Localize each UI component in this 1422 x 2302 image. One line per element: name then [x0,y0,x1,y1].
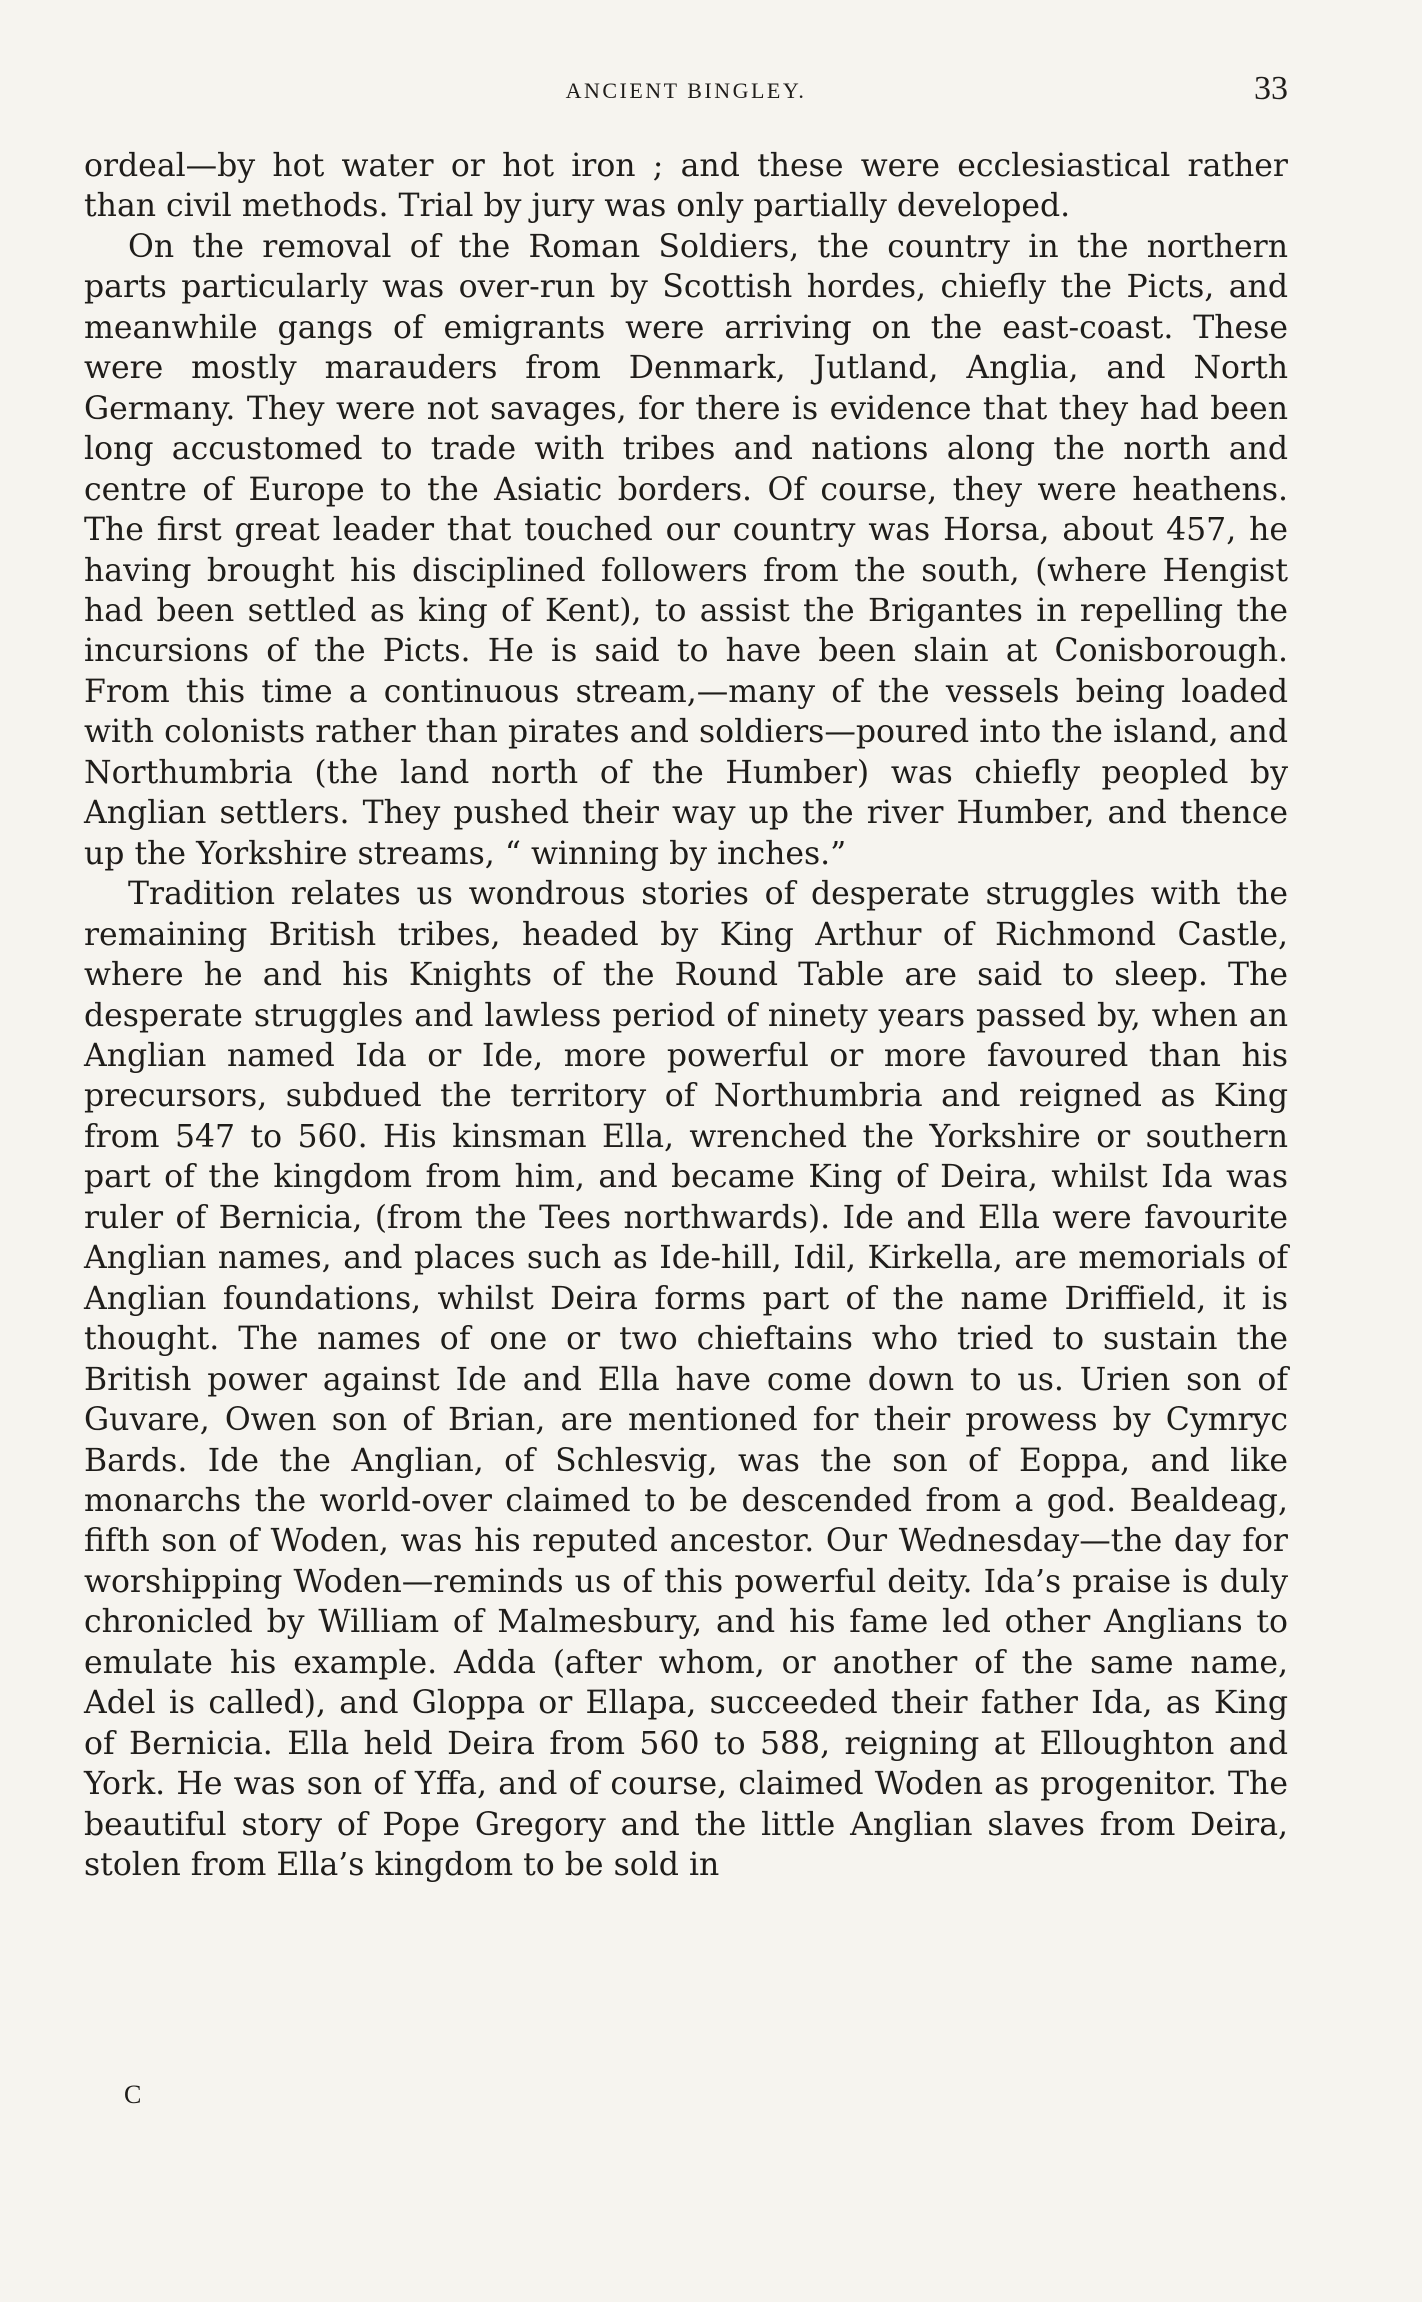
page-number: 33 [1254,70,1288,107]
paragraph-tradition: Tradition relates us wondrous stories of desperate struggles with the remaining British tribes, headed by King Arthur of Richmond Castle, where he and his Knights of the Round Table are said to sleep. The desperate struggles and lawless period of ninety years passed by, when an Anglian named Ida or Ide, more powerful or more favoured than his precursors, subdued the territory of Northumbria and reigned as King from 547 to 560. His kinsman Ella, wrenched the Yorkshire or southern part of the kingdom from him, and became King of Deira, whilst Ida was ruler of Bernicia, (from the Tees northwards). Ide and Ella were favourite Anglian names, and places such as Ide-hill, Idil, Kirkella, are memorials of Anglian foundations, whilst Deira forms part of the name Driffield, it is thought. The names of one or two chieftains who tried to sustain the British power against Ide and Ella have come down to us. Urien son of Guvare, Owen son of Brian, are mentioned for their prowess by Cymryc Bards. Ide the Anglian, of Schlesvig, was the son of Eoppa, and like monarchs the world-over claimed to be descended from a god. Bealdeag, fifth son of Woden, was his reputed ancestor. Our Wednesday—the day for worshipping Woden—reminds us of this powerful deity. Ida’s praise is duly chronicled by William of Malmesbury, and his fame led other Anglians to emulate his example. Adda (after whom, or another of the same name, Adel is called), and Gloppa or Ellapa, succeeded their father Ida, as King of Bernicia. Ella held Deira from 560 to 588, reigning at Elloughton and York. He was son of Yffa, and of course, claimed Woden as progenitor. The beautiful story of Pope Gregory and the little Anglian slaves from Deira, stolen from Ella’s kingdom to be sold in [84,876,1288,1884]
body-text [84,146,1288,1885]
paragraph-roman-withdrawal: On the removal of the Roman Soldiers, the country in the northern parts particularly was over-run by Scottish hordes, chiefly the Picts, and meanwhile gangs of emigrants were arriving on the east-coast. These were mostly marauders from Denmark, Jutland, Anglia, and North Germany. They were not savages, for there is evidence that they had been long accustomed to trade with tribes and nations along the north and centre of Europe to the Asiatic borders. Of course, they were heathens. The first great leader that touched our country was Horsa, about 457, he having brought his disciplined followers from the south, (where Hengist had been settled as king of Kent), to assist the Brigantes in repelling the incursions of the Picts. He is said to have been slain at Conisborough. From this time a continuous stream,—many of the vessels being loaded with colonists rather than pirates and soldiers—poured into the island, and Northumbria (the land north of the Humber) was chiefly peopled by Anglian settlers. They pushed their way up the river Humber, and thence up the Yorkshire streams, “ winning by inches.” [84,228,1288,872]
running-head [84,72,1288,112]
signature-mark: C [124,2080,142,2109]
paragraph-continuation: ordeal—by hot water or hot iron ; and these were ecclesiastical rather than civil methods. Trial by jury was only partially developed. [84,148,1288,225]
running-title: ANCIENT BINGLEY. [565,78,807,103]
